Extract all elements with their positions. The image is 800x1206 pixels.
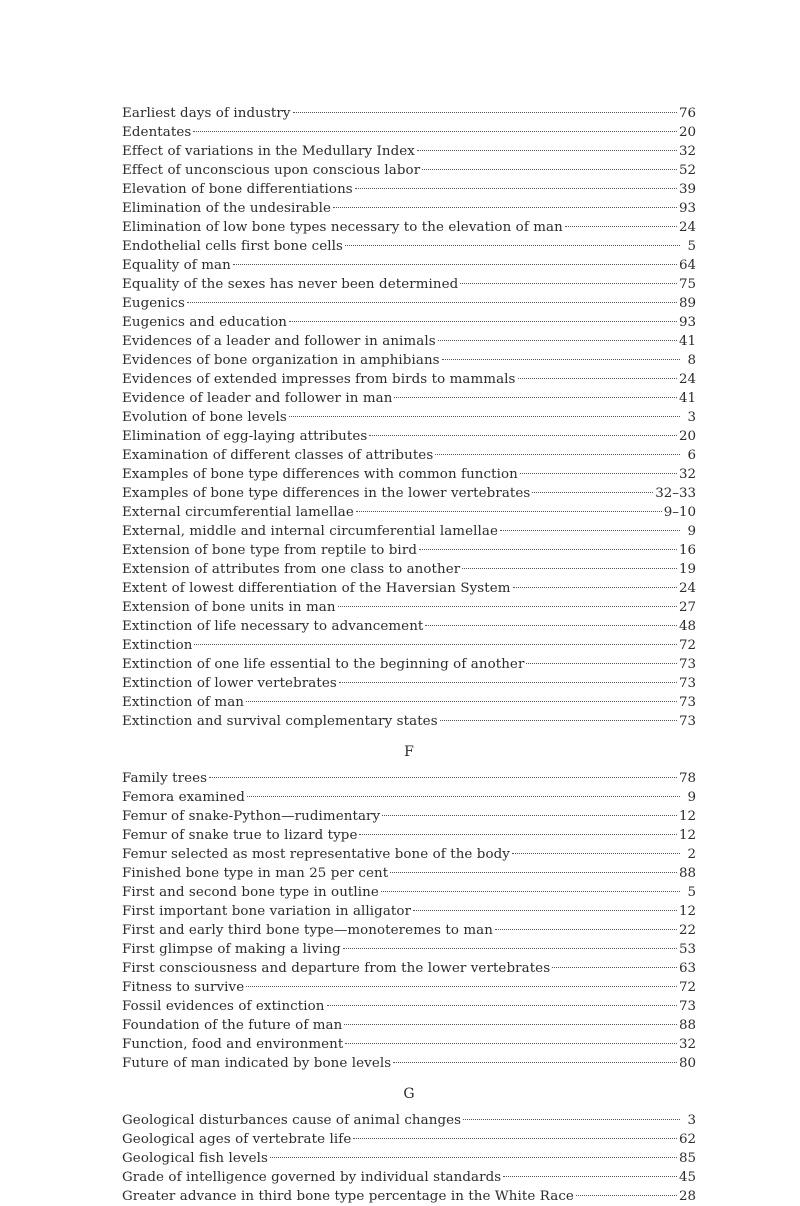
index-entry bbox=[122, 655, 696, 674]
index-entry bbox=[122, 370, 696, 389]
index-entry-label: Femur selected as most representative bone of the body bbox=[122, 847, 510, 862]
index-entry bbox=[122, 104, 696, 123]
dot-leader bbox=[246, 986, 677, 987]
dot-leader bbox=[193, 131, 677, 132]
index-entry-page-number: 19 bbox=[678, 562, 696, 577]
index-entry-page-number: 3 bbox=[687, 410, 696, 425]
index-entry-label: Extinction bbox=[122, 638, 193, 653]
index-entry-label: Elimination of egg-laying attributes bbox=[122, 429, 368, 444]
dot-leader bbox=[345, 1043, 677, 1044]
index-entry bbox=[122, 845, 696, 864]
section-heading-f: F bbox=[404, 744, 414, 760]
dot-leader bbox=[345, 245, 680, 246]
dot-leader bbox=[462, 568, 677, 569]
dot-leader bbox=[343, 948, 677, 949]
index-entry-label: Eugenics and education bbox=[122, 315, 288, 330]
index-entry bbox=[122, 921, 696, 940]
dot-leader bbox=[512, 853, 680, 854]
index-entry-page-number: 9–10 bbox=[663, 505, 696, 520]
index-section-e bbox=[122, 104, 696, 731]
index-entry bbox=[122, 826, 696, 845]
dot-leader bbox=[333, 207, 677, 208]
index-entry-label: Effect of variations in the Medullary Index bbox=[122, 144, 415, 159]
dot-leader bbox=[293, 112, 677, 113]
index-entry-page-number: 80 bbox=[678, 1056, 696, 1071]
index-entry-label: Examples of bone type differences with common function bbox=[122, 467, 518, 482]
dot-leader bbox=[359, 834, 676, 835]
index-entry bbox=[122, 693, 696, 712]
index-entry-label: Family trees bbox=[122, 771, 208, 786]
index-entry-label: Extension of attributes from one class to another bbox=[122, 562, 461, 577]
index-entry-page-number: 2 bbox=[687, 847, 696, 862]
index-entry-page-number: 76 bbox=[678, 106, 696, 121]
dot-leader bbox=[463, 1119, 680, 1120]
dot-leader bbox=[552, 967, 677, 968]
index-entry-label: Endothelial cells first bone cells bbox=[122, 239, 344, 254]
index-entry bbox=[122, 199, 696, 218]
index-entry-label: Extinction of one life essential to the beginning of another bbox=[122, 657, 525, 672]
index-entry-label: Future of man indicated by bone levels bbox=[122, 1056, 392, 1071]
index-entry bbox=[122, 674, 696, 693]
index-entry-page-number: 5 bbox=[687, 239, 696, 254]
index-entry-label: Effect of unconscious upon conscious labor bbox=[122, 163, 421, 178]
index-entry-page-number: 89 bbox=[678, 296, 696, 311]
dot-leader bbox=[355, 188, 677, 189]
index-entry-page-number: 22 bbox=[678, 923, 696, 938]
dot-leader bbox=[526, 663, 676, 664]
dot-leader bbox=[422, 169, 677, 170]
index-entry-page-number: 27 bbox=[678, 600, 696, 615]
index-entry-page-number: 8 bbox=[687, 353, 696, 368]
index-entry-label: First glimpse of making a living bbox=[122, 942, 341, 957]
index-entry bbox=[122, 1149, 696, 1168]
index-entry-label: External, middle and internal circumferential lamellae bbox=[122, 524, 499, 539]
index-entry bbox=[122, 389, 696, 408]
dot-leader bbox=[289, 416, 680, 417]
dot-leader bbox=[500, 530, 680, 531]
index-entry bbox=[122, 1168, 696, 1187]
dot-leader bbox=[513, 587, 677, 588]
index-entry-page-number: 93 bbox=[678, 201, 696, 216]
index-entry-page-number: 73 bbox=[678, 657, 696, 672]
index-entry bbox=[122, 807, 696, 826]
dot-leader bbox=[338, 606, 677, 607]
index-entry-label: Geological fish levels bbox=[122, 1151, 268, 1166]
index-entry-page-number: 24 bbox=[678, 220, 696, 235]
index-entry-label: Femur of snake-Python—rudimentary bbox=[122, 809, 381, 824]
dot-leader bbox=[419, 549, 677, 550]
index-entry-label: Extinction of life necessary to advancement bbox=[122, 619, 424, 634]
index-entry bbox=[122, 237, 696, 256]
dot-leader bbox=[518, 378, 677, 379]
index-entry bbox=[122, 351, 696, 370]
index-entry-label: Eugenics bbox=[122, 296, 185, 311]
index-entry-page-number: 12 bbox=[678, 828, 696, 843]
dot-leader bbox=[246, 701, 677, 702]
index-entry-page-number: 41 bbox=[678, 334, 696, 349]
index-entry-label: Extinction of lower vertebrates bbox=[122, 676, 337, 691]
dot-leader bbox=[270, 1157, 677, 1158]
section-heading-g: G bbox=[403, 1086, 415, 1102]
index-entry bbox=[122, 275, 696, 294]
dot-leader bbox=[565, 226, 677, 227]
index-entry bbox=[122, 313, 696, 332]
index-entry bbox=[122, 940, 696, 959]
index-entry-page-number: 20 bbox=[678, 429, 696, 444]
dot-leader bbox=[393, 1062, 677, 1063]
index-entry-page-number: 93 bbox=[678, 315, 696, 330]
index-entry-page-number: 63 bbox=[678, 961, 696, 976]
index-entry-label: Femur of snake true to lizard type bbox=[122, 828, 358, 843]
index-entry-page-number: 16 bbox=[678, 543, 696, 558]
index-entry-page-number: 53 bbox=[678, 942, 696, 957]
index-entry-label: Elimination of the undesirable bbox=[122, 201, 332, 216]
index-entry bbox=[122, 978, 696, 997]
dot-leader bbox=[390, 872, 677, 873]
dot-leader bbox=[247, 796, 680, 797]
index-entry bbox=[122, 522, 696, 541]
index-entry-label: Extinction of man bbox=[122, 695, 244, 710]
index-entry-page-number: 32 bbox=[678, 1037, 696, 1052]
dot-leader bbox=[460, 283, 677, 284]
index-section-g bbox=[122, 1111, 696, 1206]
dot-leader bbox=[209, 777, 677, 778]
index-entry-label: Examples of bone type differences in the lower vertebrates bbox=[122, 486, 531, 501]
index-entry-label: Geological disturbances cause of animal changes bbox=[122, 1113, 462, 1128]
dot-leader bbox=[435, 454, 680, 455]
index-entry-label: Foundation of the future of man bbox=[122, 1018, 343, 1033]
index-entry-label: Evidences of extended impresses from birds to mammals bbox=[122, 372, 516, 387]
dot-leader bbox=[440, 720, 677, 721]
dot-leader bbox=[289, 321, 677, 322]
index-entry-page-number: 28 bbox=[678, 1189, 696, 1204]
index-entry bbox=[122, 541, 696, 560]
index-entry-page-number: 32–33 bbox=[655, 486, 696, 501]
index-entry-label: Extension of bone type from reptile to bird bbox=[122, 543, 417, 558]
index-entry-page-number: 73 bbox=[678, 714, 696, 729]
index-entry bbox=[122, 788, 696, 807]
index-entry-page-number: 39 bbox=[678, 182, 696, 197]
index-entry bbox=[122, 484, 696, 503]
index-entry-label: Geological ages of vertebrate life bbox=[122, 1132, 352, 1147]
index-entry bbox=[122, 408, 696, 427]
index-entry-page-number: 88 bbox=[678, 1018, 696, 1033]
index-entry-page-number: 5 bbox=[687, 885, 696, 900]
index-entry-page-number: 75 bbox=[678, 277, 696, 292]
index-entry bbox=[122, 294, 696, 313]
index-entry-label: Function, food and environment bbox=[122, 1037, 344, 1052]
index-entry-page-number: 64 bbox=[678, 258, 696, 273]
index-entry bbox=[122, 123, 696, 142]
index-entry-label: External circumferential lamellae bbox=[122, 505, 354, 520]
index-entry-label: Grade of intelligence governed by individual standards bbox=[122, 1170, 502, 1185]
index-entry bbox=[122, 598, 696, 617]
dot-leader bbox=[353, 1138, 677, 1139]
index-entry-label: Evidences of bone organization in amphibians bbox=[122, 353, 440, 368]
index-page bbox=[122, 104, 696, 1206]
index-entry-label: Elevation of bone differentiations bbox=[122, 182, 353, 197]
dot-leader bbox=[194, 644, 676, 645]
index-entry-label: First and early third bone type—monoteremes to man bbox=[122, 923, 493, 938]
index-entry-label: Elimination of low bone types necessary to the elevation of man bbox=[122, 220, 563, 235]
index-entry-page-number: 85 bbox=[678, 1151, 696, 1166]
dot-leader bbox=[438, 340, 677, 341]
dot-leader bbox=[442, 359, 680, 360]
index-entry-page-number: 88 bbox=[678, 866, 696, 881]
index-entry bbox=[122, 959, 696, 978]
index-entry-label: Earliest days of industry bbox=[122, 106, 291, 121]
dot-leader bbox=[532, 492, 653, 493]
index-entry-page-number: 52 bbox=[678, 163, 696, 178]
index-entry-label: Equality of man bbox=[122, 258, 231, 273]
dot-leader bbox=[339, 682, 677, 683]
index-entry bbox=[122, 503, 696, 522]
index-entry bbox=[122, 142, 696, 161]
index-entry bbox=[122, 579, 696, 598]
index-entry bbox=[122, 427, 696, 446]
index-entry bbox=[122, 1187, 696, 1206]
index-entry bbox=[122, 465, 696, 484]
index-entry bbox=[122, 1035, 696, 1054]
index-entry-page-number: 32 bbox=[678, 467, 696, 482]
dot-leader bbox=[503, 1176, 677, 1177]
index-entry bbox=[122, 161, 696, 180]
index-entry-page-number: 6 bbox=[687, 448, 696, 463]
index-entry bbox=[122, 560, 696, 579]
index-entry bbox=[122, 902, 696, 921]
index-entry-page-number: 72 bbox=[678, 980, 696, 995]
dot-leader bbox=[495, 929, 677, 930]
index-entry-label: First consciousness and departure from the lower vertebrates bbox=[122, 961, 551, 976]
index-entry bbox=[122, 180, 696, 199]
dot-leader bbox=[369, 435, 677, 436]
index-entry bbox=[122, 1016, 696, 1035]
index-entry-page-number: 48 bbox=[678, 619, 696, 634]
index-entry-label: Examination of different classes of attributes bbox=[122, 448, 434, 463]
index-entry-page-number: 73 bbox=[678, 695, 696, 710]
dot-leader bbox=[425, 625, 677, 626]
index-entry-page-number: 72 bbox=[678, 638, 696, 653]
dot-leader bbox=[187, 302, 677, 303]
dot-leader bbox=[356, 511, 662, 512]
dot-leader bbox=[394, 397, 677, 398]
index-entry-page-number: 9 bbox=[687, 524, 696, 539]
index-entry-page-number: 12 bbox=[678, 809, 696, 824]
index-entry bbox=[122, 712, 696, 731]
index-entry-page-number: 78 bbox=[678, 771, 696, 786]
index-entry-label: Fossil evidences of extinction bbox=[122, 999, 325, 1014]
index-entry-page-number: 20 bbox=[678, 125, 696, 140]
dot-leader bbox=[382, 815, 677, 816]
index-entry-page-number: 24 bbox=[678, 581, 696, 596]
index-entry bbox=[122, 218, 696, 237]
index-entry-label: First and second bone type in outline bbox=[122, 885, 379, 900]
index-entry-page-number: 24 bbox=[678, 372, 696, 387]
index-entry-page-number: 73 bbox=[678, 676, 696, 691]
index-section-f bbox=[122, 769, 696, 1073]
index-entry-page-number: 41 bbox=[678, 391, 696, 406]
index-entry bbox=[122, 769, 696, 788]
index-entry-label: Finished bone type in man 25 per cent bbox=[122, 866, 389, 881]
index-entry-label: Evolution of bone levels bbox=[122, 410, 287, 425]
index-entry-page-number: 73 bbox=[678, 999, 696, 1014]
index-entry-page-number: 3 bbox=[687, 1113, 696, 1128]
dot-leader bbox=[233, 264, 677, 265]
index-entry bbox=[122, 864, 696, 883]
index-entry-label: Evidences of a leader and follower in animals bbox=[122, 334, 436, 349]
dot-leader bbox=[381, 891, 680, 892]
index-entry bbox=[122, 617, 696, 636]
index-entry-page-number: 45 bbox=[678, 1170, 696, 1185]
index-entry-label: First important bone variation in alligator bbox=[122, 904, 412, 919]
index-entry bbox=[122, 1111, 696, 1130]
dot-leader bbox=[327, 1005, 677, 1006]
index-entry-label: Edentates bbox=[122, 125, 192, 140]
index-entry bbox=[122, 997, 696, 1016]
index-entry-label: Greater advance in third bone type percentage in the White Race bbox=[122, 1189, 574, 1204]
index-entry-page-number: 62 bbox=[678, 1132, 696, 1147]
index-entry bbox=[122, 446, 696, 465]
index-entry bbox=[122, 883, 696, 902]
index-entry-page-number: 32 bbox=[678, 144, 696, 159]
dot-leader bbox=[344, 1024, 677, 1025]
index-entry-label: Fitness to survive bbox=[122, 980, 245, 995]
index-entry-page-number: 9 bbox=[687, 790, 696, 805]
index-entry bbox=[122, 332, 696, 351]
index-entry bbox=[122, 1130, 696, 1149]
index-entry bbox=[122, 256, 696, 275]
index-entry-label: Extent of lowest differentiation of the Haversian System bbox=[122, 581, 511, 596]
index-entry-label: Femora examined bbox=[122, 790, 245, 805]
dot-leader bbox=[413, 910, 677, 911]
index-entry-label: Equality of the sexes has never been determined bbox=[122, 277, 459, 292]
index-entry-label: Extension of bone units in man bbox=[122, 600, 336, 615]
dot-leader bbox=[417, 150, 677, 151]
index-entry bbox=[122, 1054, 696, 1073]
index-entry bbox=[122, 636, 696, 655]
dot-leader bbox=[576, 1195, 677, 1196]
index-entry-page-number: 12 bbox=[678, 904, 696, 919]
index-entry-label: Extinction and survival complementary states bbox=[122, 714, 438, 729]
dot-leader bbox=[520, 473, 677, 474]
index-entry-label: Evidence of leader and follower in man bbox=[122, 391, 393, 406]
